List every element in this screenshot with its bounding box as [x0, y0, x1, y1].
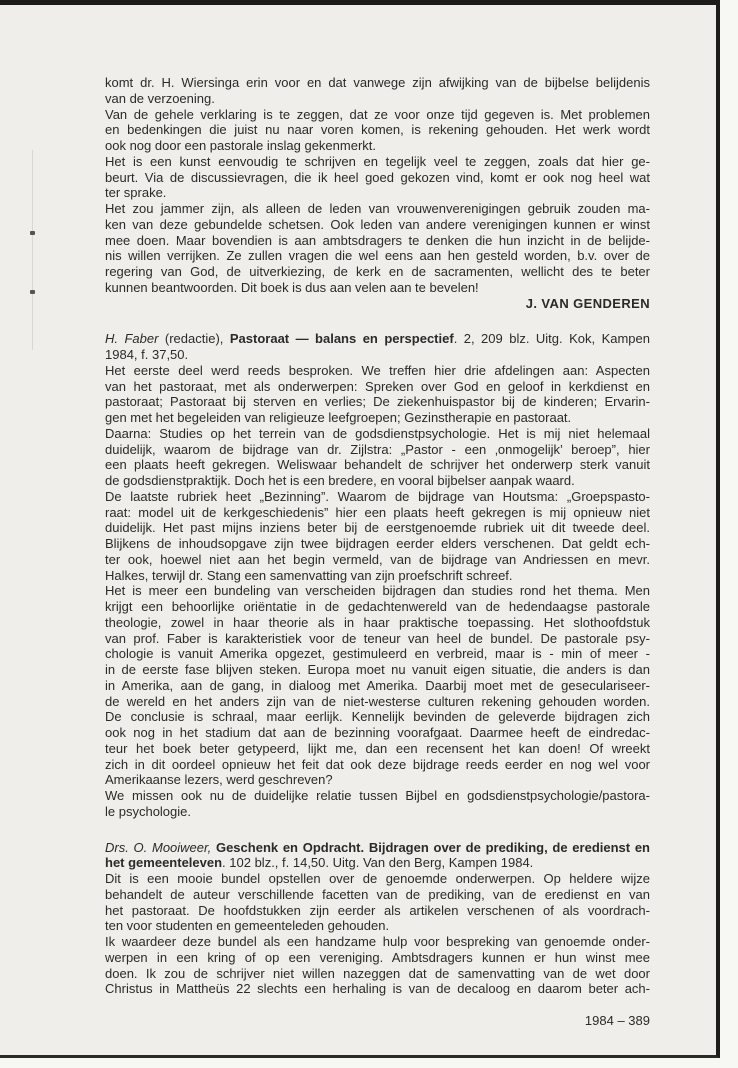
text-line — [105, 185, 650, 201]
text-line — [105, 757, 650, 773]
text-segment: pastoraat; Pastoraat bij sterven en verlies; De ziekenhuispastor bij de kinderen; Ervarin- — [105, 394, 650, 410]
text-segment: mee doen. Maar bovendien is aan ambtsdragers te denken die hun inzicht in de belijde- — [105, 232, 650, 248]
text-segment: zich in dit oordeel opnieuw het feit dat ook deze bijdrage reeds eerder en nog wel voor — [105, 756, 650, 772]
text-segment: in de eerste fase blijven steken. Europa moet nu vanuit eigen situatie, die anders is dan — [105, 662, 650, 677]
text-line — [105, 138, 650, 154]
text-segment: . 2, 209 blz. Uitg. Kok, Kampen — [453, 331, 650, 347]
text-line — [105, 201, 650, 217]
text-line — [105, 934, 650, 950]
text-segment: ten voor studenten en gemeenteleden gehouden. — [105, 918, 390, 934]
text-line — [105, 170, 650, 186]
text-line — [105, 91, 650, 107]
text-line — [105, 426, 650, 442]
binding-edge-line — [32, 150, 33, 350]
staple-mark — [30, 290, 35, 294]
text-line — [105, 631, 650, 647]
text-line — [105, 473, 650, 489]
text-line — [105, 694, 650, 710]
text-segment: Het zou jammer zijn, als alleen de leden van vrouwenverenigingen gebruik zouden ma- — [105, 201, 650, 216]
text-line — [105, 966, 650, 982]
text-line — [105, 950, 650, 966]
text-segment: De laatste rubriek heet „Bezinning”. Waarom de bijdrage van Houtsma: „Groepspasto- — [105, 488, 650, 504]
text-segment: De conclusie is schraal, maar eerlijk. Kennelijk bevinden de geleverde bijdragen zich — [105, 709, 650, 725]
text-segment: van het pastoraat, met als onderwerpen: Spreken over God en geloof in kerkdienst en — [105, 378, 650, 394]
text-line — [105, 678, 650, 694]
reviewer-signature: J. VAN GENDEREN — [525, 295, 650, 311]
text-segment: Het eerste deel werd reeds besproken. We treffen hier drie afdelingen aan: Aspecten — [105, 362, 650, 378]
text-line — [105, 536, 650, 552]
text-segment: chologie is vanuit Amerika opgezet, gestimuleerd en verbreid, maar is - min of meer - — [105, 646, 650, 662]
text-segment: gen met het begeleiden van religieuze leefgroepen; Gezinstherapie en pastoraat. — [105, 410, 572, 425]
text-line — [105, 804, 650, 820]
text-segment: werpen in een kring of op een vereniging. Ambtsdragers kunnen er hun winst mee — [105, 949, 650, 965]
text-segment: duidelijk, waarom de bijdrage van dr. Zijlstra: „Pastor - een ‚onmogelijk’ beroep”, hier — [105, 441, 650, 457]
text-line — [105, 489, 650, 505]
text-line — [105, 871, 650, 887]
text-segment: ter ook, hoewel niet aan het begin vermeld, van de bijdrage van Andriessen en mevr. — [105, 551, 650, 567]
text-line — [105, 855, 650, 871]
text-segment: en bedenkingen die juist nu naar voren komen, is rekening gehouden. Het werk wordt — [105, 122, 650, 138]
text-line — [105, 918, 650, 934]
text-segment: Amerikaanse lezers, werd geschreven? — [105, 772, 333, 788]
text-segment: duidelijk. Het past mijns inziens beter bij de eerstgenoemde rubriek uit dit tweede deel. — [105, 520, 650, 536]
text-line — [105, 75, 650, 91]
text-segment: theologie, zowel in haar theorie als in haar praktische toepassing. Het slothoofdstuk — [105, 614, 650, 630]
author-name: H. Faber — [105, 331, 159, 347]
text-line — [105, 264, 650, 280]
text-segment: (redactie), — [158, 331, 230, 347]
text-line — [105, 442, 650, 458]
text-line — [105, 363, 650, 379]
text-segment: beurt. Via de discussievragen, die ik heel goed gekozen vind, komt er ook nog heel wat — [105, 169, 650, 185]
text-segment: regering van God, de uitverkiezing, de kerk en de sacramenten, wellicht des te beter — [105, 264, 650, 279]
text-line — [105, 154, 650, 170]
text-segment: ook nog door een pastorale inslag gekenmerkt. — [105, 138, 377, 153]
text-line — [105, 280, 650, 296]
text-segment: een plaats heeft gekregen. Weliswaar behandelt de schrijver het onderwerp sterk vanuit — [105, 457, 650, 473]
text-line — [105, 248, 650, 264]
text-segment: 1984, f. 37,50. — [105, 347, 189, 362]
text-line — [105, 520, 650, 536]
text-line — [105, 646, 650, 662]
text-line — [105, 840, 650, 856]
text-line — [105, 394, 650, 410]
text-segment: de wereld en het anders zijn van de niet-westerse culturen rekening gehouden worden. — [105, 693, 650, 709]
text-line — [105, 615, 650, 631]
review-section — [105, 75, 650, 311]
text-segment: kunnen beantwoorden. Dit boek is dus aan velen aan te bevelen! — [105, 279, 479, 295]
text-segment: Dit is een mooie bundel opstellen over de genoemde onderwerpen. Op heldere wijze — [105, 871, 650, 886]
text-segment: nis willen verrijken. Ze zullen vragen die wel eens aan hen gesteld worden, b.v. over de — [105, 248, 650, 264]
text-line — [105, 981, 650, 997]
author-name: Drs. O. Mooiweer, — [105, 839, 212, 855]
text-line — [105, 233, 650, 249]
text-line — [105, 410, 650, 426]
text-line — [105, 347, 650, 363]
text-segment: Van de gehele verklaring is te zeggen, dat ze voor onze tijd gegeven is. Met problemen — [105, 106, 650, 122]
staple-mark — [30, 231, 35, 235]
text-segment: Blijkens de inhoudsopgave zijn twee bijdragen eerder elders verschenen. Dat geldt ech- — [105, 536, 650, 551]
text-segment: Het is meer een bundeling van verscheiden bijdragen dan studies rond het thema. Men — [105, 583, 650, 599]
text-segment: ook nog in het stadium dat aan de bezinning voorafgaat. Daarmee heeft de eindredac- — [105, 725, 650, 740]
text-line — [105, 331, 650, 347]
document-body — [105, 75, 650, 1017]
text-line — [105, 379, 650, 395]
book-title: Geschenk en Opdracht. Bijdragen over de prediking, de eredienst en — [215, 839, 650, 855]
page-number: 1984 – 389 — [584, 1013, 650, 1028]
text-line — [105, 903, 650, 919]
text-segment: Daarna: Studies op het terrein van de godsdienstpsychologie. Het is mij niet helemaal — [105, 425, 650, 441]
text-line — [105, 568, 650, 584]
text-line — [105, 217, 650, 233]
text-segment: teur het boek beter getypeerd, lijkt me, dan een recensent het kan doen! Of wreekt — [105, 740, 650, 756]
text-segment: Halkes, terwijl dr. Stang een samenvatting van zijn proefschrift schreef. — [105, 567, 513, 583]
text-segment: het pastoraat. De hoofdstukken zijn eerder als artikelen verschenen of als voordrach- — [105, 902, 650, 918]
text-line — [105, 583, 650, 599]
text-segment: raat: model uit de kerkgeschiedenis” hier een plaats heeft gekregen is mij opnieuw niet — [105, 504, 650, 520]
text-line — [105, 741, 650, 757]
text-line — [105, 887, 650, 903]
text-segment: ter sprake. — [105, 185, 167, 201]
text-line — [105, 505, 650, 521]
text-segment: behandelt de auteur verschillende facetten van de prediking, van de eredienst en van — [105, 886, 650, 902]
text-segment: komt dr. H. Wiersinga erin voor en dat vanwege zijn afwijking van de bijbelse belijdenis — [105, 75, 650, 90]
text-segment: We missen ook nu de duidelijke relatie tussen Bijbel en godsdienstpsychologie/pastora- — [105, 788, 650, 803]
review-section — [105, 331, 650, 819]
text-line — [105, 709, 650, 725]
text-segment: de godsdienstpraktijk. Doch het is een bredere, en vooral bijbelser aanpak waard. — [105, 473, 575, 488]
text-line — [105, 772, 650, 788]
book-title: het gemeenteleven — [105, 855, 223, 871]
text-line — [105, 552, 650, 568]
text-segment: in Amerika, aan de gang, in dialoog met Amerika. Daarbij moet met de geseculariseer- — [105, 677, 650, 693]
text-line — [105, 107, 650, 123]
text-segment: krijgt een behoorlijke oriëntatie in de gedachtenwereld van de hedendaagse pastorale — [105, 599, 650, 614]
text-segment: van de verzoening. — [105, 90, 215, 106]
text-segment: Het is een kunst eenvoudig te schrijven en tegelijk veel te zeggen, zoals dat hier ge- — [105, 153, 650, 169]
text-segment: le psychologie. — [105, 803, 191, 819]
text-segment: van prof. Faber is karakteristiek voor de teneur van heel de bundel. De pastorale psy- — [105, 630, 650, 646]
text-segment: ken van deze gebundelde schetsen. Ook leden van andere verenigingen kunnen er winst — [105, 216, 650, 232]
text-segment: Ik waardeer deze bundel als een handzame hulp voor bespreking van genoemde onder- — [105, 934, 650, 949]
book-title: Pastoraat — balans en perspectief — [229, 331, 454, 347]
text-segment: Christus in Mattheüs 22 slechts een herhaling is van de decaloog en daarom beter ach- — [105, 981, 650, 997]
text-line — [105, 599, 650, 615]
text-segment: . 102 blz., f. 14,50. Uitg. Van den Berg, Kampen 1984. — [222, 855, 534, 871]
text-segment: doen. Ik zou de schrijver niet willen nazeggen dat de samenvatting van de wet door — [105, 965, 650, 981]
text-line — [105, 662, 650, 678]
text-line — [105, 457, 650, 473]
text-line — [105, 122, 650, 138]
text-line — [105, 725, 650, 741]
review-section — [105, 840, 650, 998]
text-line — [105, 788, 650, 804]
